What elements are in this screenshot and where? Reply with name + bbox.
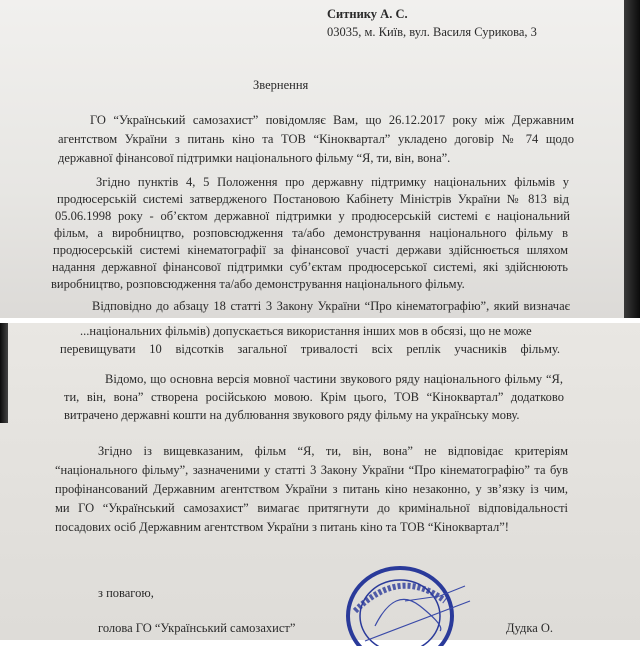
- text-line: профінансований Державним агентством України з питань кіно незаконно, у зв’язку із чим,: [55, 482, 568, 496]
- text-line: надання державної фінансової підтримки суб’єктам продюсерської системі, які здійснюють: [52, 260, 568, 274]
- document-photo-bottom: [0, 323, 640, 640]
- text-line: “національного фільму”, зазначеними у статті 3 Закону України “Про кінематографію” та був: [55, 463, 568, 477]
- signatory-title: голова ГО “Український самозахист”: [98, 621, 296, 635]
- closing: з повагою,: [98, 586, 154, 600]
- addressee-name: Ситнику А. С.: [327, 7, 408, 21]
- document-title: Звернення: [253, 78, 309, 92]
- text-line: перевищувати 10 відсотків загальної тривалості всіх реплік учасників фільму.: [60, 342, 560, 356]
- text-line: ГО “Український самозахист” повідомляє Вам, що 26.12.2017 року між Державним: [90, 113, 574, 127]
- text-line: Згідно пунктів 4, 5 Положення про державну підтримку національних фільмів у: [96, 175, 569, 189]
- text-line: державної фінансової підтримки національного фільму “Я, ти, він, вона”.: [58, 151, 451, 165]
- photo-edge: [0, 323, 8, 423]
- text-line: продюсерській системі затвердженого Постановою Кабінету Міністрів України № 813 від: [57, 192, 569, 206]
- signatory-name: Дудка О.: [506, 621, 554, 635]
- text-line: Згідно із вищевказаним, фільм “Я, ти, він, вона” не відповідає критеріям: [98, 444, 568, 458]
- text-line: ми ГО “Український самозахист” вимагає притягнути до кримінальної відповідальності: [55, 501, 568, 515]
- addressee-address: 03035, м. Київ, вул. Василя Сурикова, 3: [327, 25, 537, 39]
- text-line: фільм, а виробництво, розповсюдження та/або демонстрування національного фільму в: [54, 226, 568, 240]
- stamp-seal-icon: [345, 556, 475, 646]
- text-line: ти, він, вона” створена російською мовою. Крім цього, ТОВ “Кіноквартал” додатково: [64, 390, 564, 404]
- text-line: агентством України з питань кіно та ТОВ “Кіноквартал” укладено договір № 74 щодо: [58, 132, 574, 146]
- text-line: виробництво, розповсюдження та/або демонстрування національного фільму.: [51, 277, 465, 291]
- text-line: посадових осіб Державним агентством України з питань кіно та ТОВ “Кіноквартал”!: [55, 520, 509, 534]
- document-photo-top: [0, 0, 640, 318]
- text-line: продюсерській системі кінематографії за фінансової участі держави здійснюється шляхом: [53, 243, 568, 257]
- text-line: Відомо, що основна версія мовної частини звукового ряду національного фільму “Я,: [105, 372, 563, 386]
- text-line: ...національних фільмів) допускається використання інших мов в обсязі, що не може: [80, 324, 532, 338]
- text-line: витрачено державні кошти на дублювання звукового ряду фільму на українську мову.: [64, 408, 520, 422]
- text-line: 05.06.1998 року - об’єктом державної підтримки у продюсерській системі є національний: [55, 209, 570, 223]
- text-line: Відповідно до абзацу 18 статті 3 Закону України “Про кінематографію”, який визначає: [92, 299, 570, 313]
- photo-edge: [624, 0, 640, 318]
